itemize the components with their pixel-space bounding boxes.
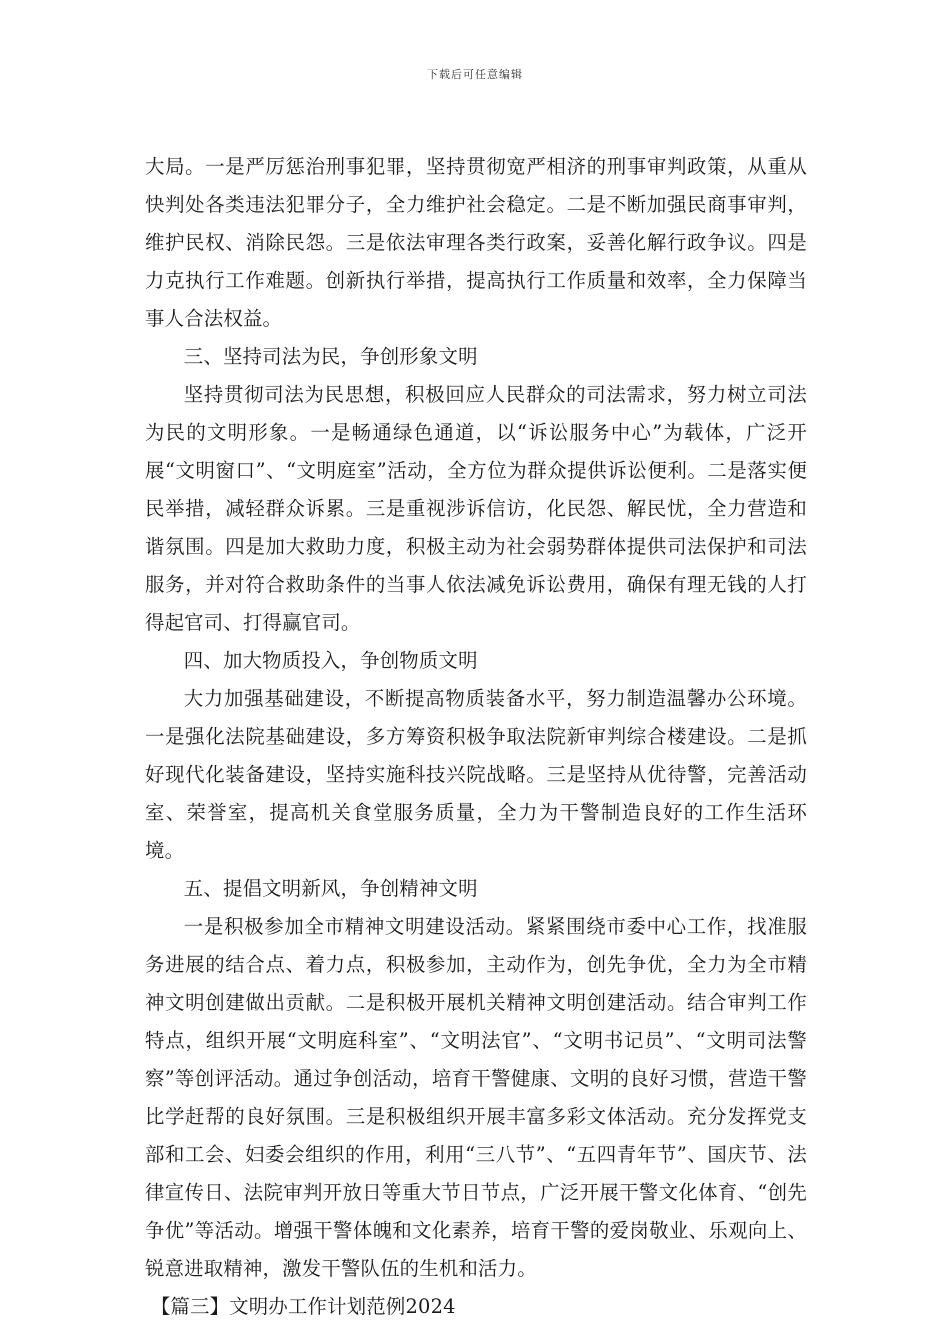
paragraph-intro: 大局。一是严厉惩治刑事犯罪，坚持贯彻宽严相济的刑事审判政策，从重从快判处各类违法犯罪分子，全力维护社会稳定。二是不断加强民商事审判，维护民权、消除民怨。三是依法审理各类行政案，妥善化解行政争议。四是力克执行工作难题。创新执行举措，提高执行工作质量和效率，全力保障当事人合法权益。 — [145, 155, 807, 330]
paragraph-section-4: 大力加强基础建设，不断提高物质装备水平，努力制造温馨办公环境。一是强化法院基础建设，多方筹资积极争取法院新审判综合楼建设。二是抓好现代化装备建设，坚持实施科技兴院战略。三是坚持从优待警，完善活动室、荣誉室，提高机关食堂服务质量，全力为干警制造良好的工作生活环境。 — [145, 687, 807, 862]
section-heading-3: 三、坚持司法为民，争创形象文明 — [183, 345, 478, 368]
paragraph-section-5: 一是积极参加全市精神文明建设活动。紧紧围绕市委中心工作，找准服务进展的结合点、着力点，积极参加，主动作为，创先争优，全力为全市精神文明创建做出贡献。二是积极开展机关精神文明创建活动。结合审判工作特点，组织开展“文明庭科室”、“文明法官”、“文明书记员”、“文明司法警察”等创评活动。通过争创活动，培育干警健康、文明的良好习惯，营造干警比学赶帮的良好氛围。三是积极组织开展丰富多彩文体活动。充分发挥党支部和工会、妇委会组织的作用，利用“三八节”、“五四青年节”、国庆节、法律宣传日、法院审判开放日等重大节日节点，广泛开展干警文化体育、“创先争优”等活动。增强干警体魄和文化素养，培育干警的爱岗敬业、乐观向上、锐意进取精神，激发干警队伍的生机和活力。 — [145, 915, 807, 1280]
chapter-heading: 【篇三】文明办工作计划范例2024 — [150, 1295, 456, 1318]
section-heading-5: 五、提倡文明新风，争创精神文明 — [183, 877, 478, 900]
page-header: 下载后可任意编辑 — [427, 68, 523, 81]
section-heading-4: 四、加大物质投入，争创物质文明 — [183, 649, 478, 672]
paragraph-section-3: 坚持贯彻司法为民思想，积极回应人民群众的司法需求，努力树立司法为民的文明形象。一是畅通绿色通道，以“诉讼服务中心”为载体，广泛开展“文明窗口”、“文明庭室”活动，全方位为群众提供诉讼便利。二是落实便民举措，减轻群众诉累。三是重视涉诉信访，化民怨、解民忧，全力营造和谐氛围。四是加大救助力度，积极主动为社会弱势群体提供司法保护和司法服务，并对符合救助条件的当事人依法减免诉讼费用，确保有理无钱的人打得起官司、打得赢官司。 — [145, 383, 807, 634]
document-body — [145, 148, 807, 1326]
